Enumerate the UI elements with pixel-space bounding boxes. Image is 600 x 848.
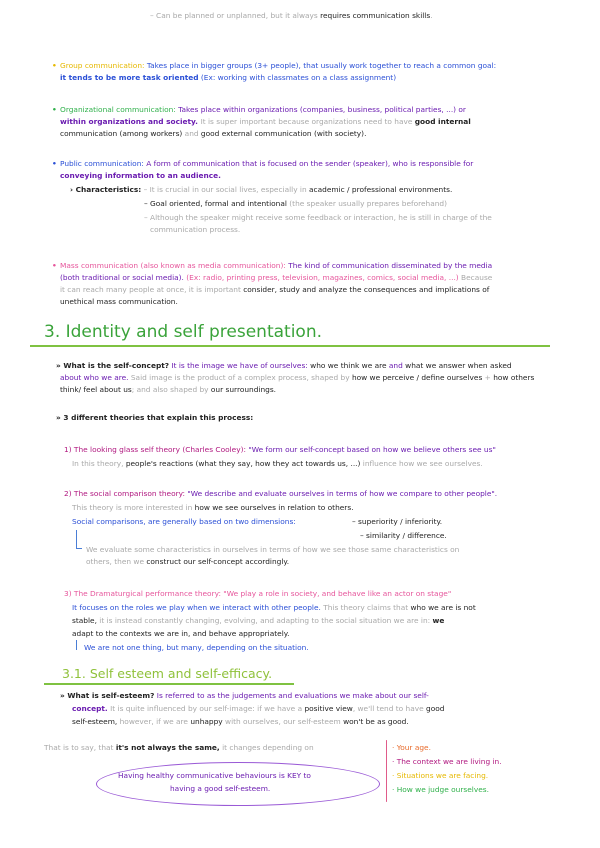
key-message-line-2: having a good self-esteem.: [170, 784, 271, 793]
theory-2-label: 2) The social comparison theory:: [64, 489, 185, 498]
factors-brace: [386, 740, 387, 802]
public-label: Public communication:: [60, 159, 144, 168]
characteristics-label: › Characteristics:: [70, 185, 142, 194]
theory-3-label: 3) The Dramaturgical performance theory:: [64, 589, 221, 598]
dimension-2: – similarity / difference.: [360, 531, 447, 540]
dimension-1: – superiority / inferiority.: [352, 517, 443, 526]
bullet: •: [52, 105, 57, 114]
factor-situations: · Situations we are facing.: [392, 771, 489, 780]
notes-page: – Can be planned or unplanned, but it always requires communication skills. • Group communication: Takes place in bigger groups (3+ people), that usually work together to reach a common goal: it tends to be more task oriented (Ex: working with classmates on a class assignment) • Organizational communication: Takes place within organizations (companies, business, political parties, ...) or within organizations and society. It is super important because organizations need to have good internal communication (among workers) and good external communication (with society). • Public communication: A form of communication that is focused on the sender (speaker), who is responsible for conveying information to an audience. › Characteristics: – It is crucial in our social lives, especially in academic / professional environments. – Goal oriented, formal and intentional (the speaker usually prepares beforehand) – Although the speaker might receive some feedback or interaction, he is still in charge of the communication process. • Mass communication (also known as media communication): The kind of communication disseminated by the media (both traditional or social media). (Ex: radio, printing press, television, magazines, comics, social media, ...) Because it can reach many people at once, it is important consider, study and analyze the consequences and implications of unethical mass communication. 3. Identity and self presentation. » What is the self-concept? It is the image we have of ourselves: who we think we are and what we answer when asked about who we are. Said image is the product of a complex process, shaped by how we perceive / define ourselves + how others think/ feel about us; and also shaped by our surroundings. » 3 different theories that explain this process: 1) The looking glass self theory (Charles Cooley): "We form our self-concept based on how we believe others see us" In this theory, people's reactions (what they say, how they act towards us, ...) influence how we see ourselves. 2) The social comparison theory: "We describe and evaluate ourselves in terms of how we compare to other people". This theory is more interested in how we see ourselves in relation to others. Social comparisons, are generally based on two dimensions: – superiority / inferiority. – similarity / difference. We evaluate some characteristics in ourselves in terms of how we see those same characteristics on others, then we construct our self-concept accordingly. 3) The Dramaturgical performance theory: "We play a role in society, and behave like an actor on stage" It focuses on the roles we play when we interact with other people. This theory claims that who we are is not stable, it is instead constantly changing, evolving, and adapting to the social situation we are in: we adapt to the contexts we are in, and behave appropriately. We are not one thing, but many, depending on the situation. 3.1. Self esteem and self-efficacy. » What is self-esteem? Is referred to as the judgements and evaluations we make about our self- concept. It is quite influenced by our self-image: if we have a positive view, we'll tend to have good self-esteem, however, if we are unhappy with ourselves, our self-esteem won't be as good. That is to say, that it's not always the same, it changes depending on Having healthy communicative behaviours is KEY to having a good self-esteem. · Your age. · The context we are living in. · Situations we are facing. · How we judge ourselves.: [0, 0, 600, 848]
conclusion-sentence: That is to say, that it's not always the same, it changes depending on: [44, 743, 314, 752]
factor-age: · Your age.: [392, 743, 431, 752]
key-message-line-1: Having healthy communicative behaviours is KEY to: [118, 771, 311, 780]
theory-3-conclusion: We are not one thing, but many, depending on the situation.: [84, 643, 309, 652]
factor-context: · The context we are living in.: [392, 757, 502, 766]
section-3-1-title: 3.1. Self esteem and self-efficacy.: [62, 666, 273, 681]
mass-label: Mass communication: [60, 261, 139, 270]
section-3-title: 3. Identity and self presentation.: [44, 322, 323, 342]
self-esteem-question: » What is self-esteem?: [60, 691, 155, 700]
bullet: •: [52, 61, 57, 70]
org-label: Organizational communication:: [60, 105, 176, 114]
bullet: •: [52, 261, 57, 270]
section-3-1-underline: [44, 683, 294, 685]
section-3-underline: [30, 345, 550, 347]
factor-self-judgement: · How we judge ourselves.: [392, 785, 489, 794]
self-concept-question: » What is the self-concept?: [56, 361, 170, 370]
top-note: – Can be planned or unplanned, but it always requires communication skills.: [150, 11, 433, 20]
theory-1-label: 1) The looking glass self theory (Charles Cooley):: [64, 445, 246, 454]
bullet: •: [52, 159, 57, 168]
group-label: Group communication:: [60, 61, 145, 70]
theories-heading: » 3 different theories that explain this process:: [56, 413, 254, 422]
theory-2-connector: [76, 530, 77, 548]
